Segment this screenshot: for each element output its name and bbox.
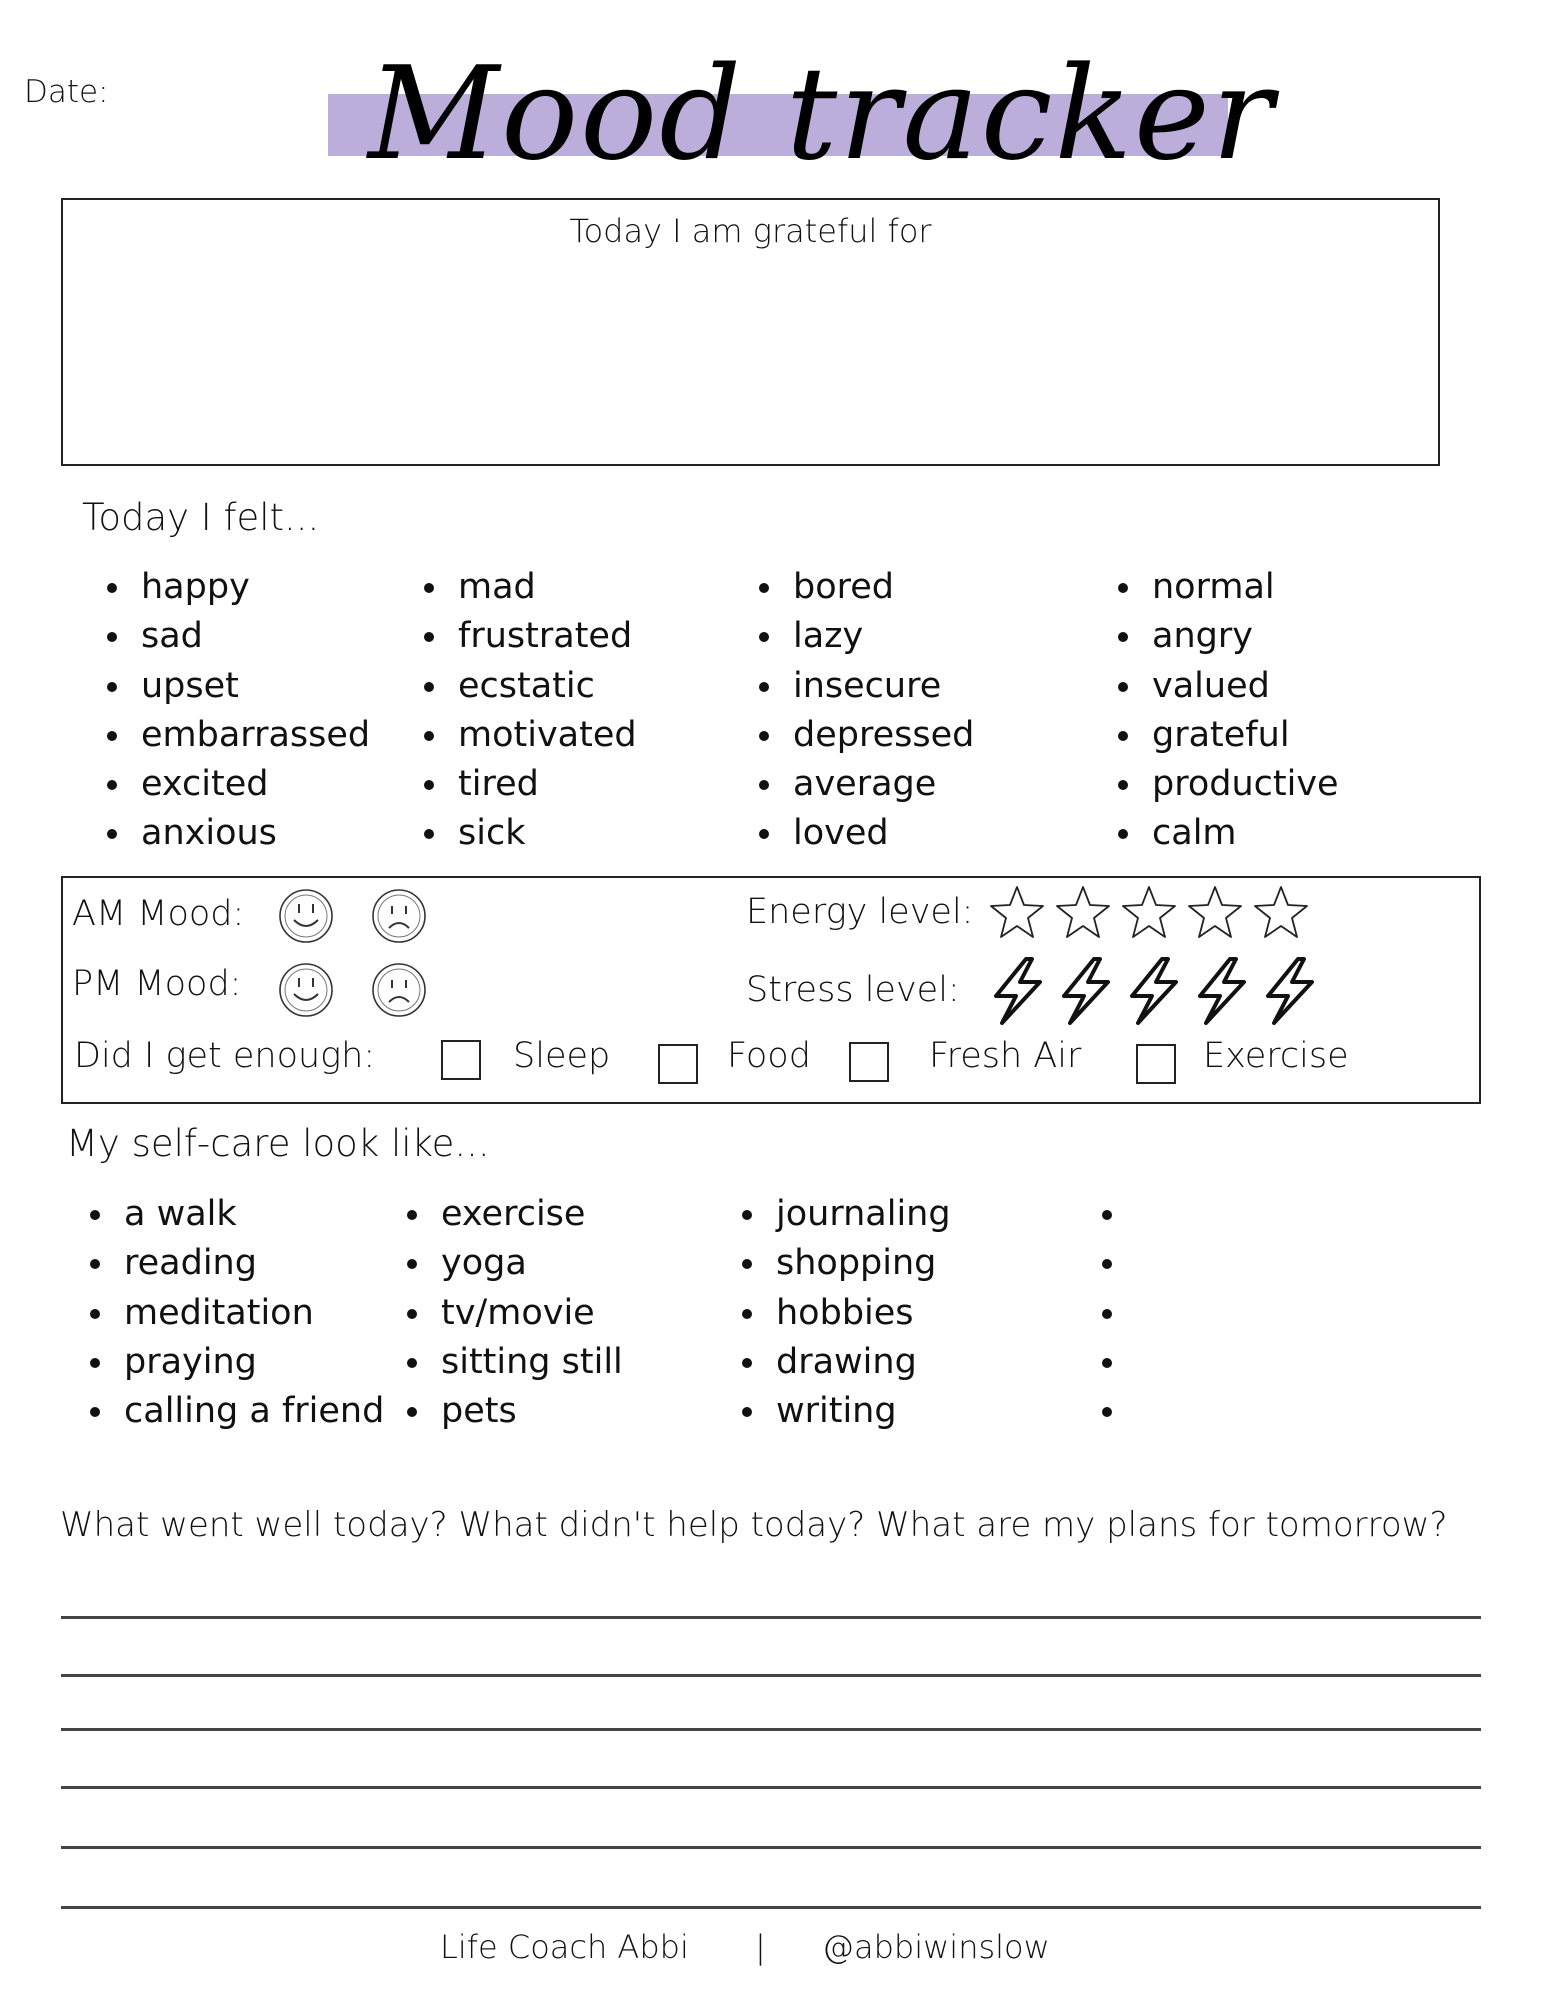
list-item: a walk xyxy=(88,1190,384,1239)
list-item: sad xyxy=(105,612,370,661)
list-item: exercise xyxy=(405,1190,623,1239)
felt-column-3 xyxy=(757,563,974,859)
list-item: lazy xyxy=(757,612,974,661)
list-item: angry xyxy=(1116,612,1339,661)
list-item: hobbies xyxy=(740,1289,951,1338)
exercise-checkbox[interactable] xyxy=(1136,1044,1176,1084)
list-item: embarrassed xyxy=(105,711,370,760)
list-item: sitting still xyxy=(405,1338,623,1387)
list-item: depressed xyxy=(757,711,974,760)
star-icon[interactable] xyxy=(1054,884,1112,942)
title-block xyxy=(328,40,1275,190)
list-item: sick xyxy=(422,809,637,858)
list-item: grateful xyxy=(1116,711,1339,760)
writing-line[interactable] xyxy=(61,1616,1481,1619)
list-item: praying xyxy=(88,1338,384,1387)
enough-label: Did I get enough: xyxy=(74,1036,376,1076)
list-item: productive xyxy=(1116,760,1339,809)
fresh-air-checkbox[interactable] xyxy=(849,1042,889,1082)
blank-list-item[interactable] xyxy=(1100,1190,1136,1239)
mood-box xyxy=(61,876,1481,1104)
lightning-bolt-icon[interactable] xyxy=(988,956,1048,1026)
list-item: tv/movie xyxy=(405,1289,623,1338)
writing-line[interactable] xyxy=(61,1846,1481,1849)
smiley-face-icon[interactable] xyxy=(278,888,334,944)
fresh-air-label: Fresh Air xyxy=(929,1036,1082,1076)
list-item: meditation xyxy=(88,1289,384,1338)
energy-level-label: Energy level: xyxy=(746,892,974,932)
list-item: average xyxy=(757,760,974,809)
list-item: mad xyxy=(422,563,637,612)
smiley-face-icon[interactable] xyxy=(278,962,334,1018)
page-title: Mood tracker xyxy=(368,40,1275,189)
list-item: upset xyxy=(105,662,370,711)
list-item: shopping xyxy=(740,1239,951,1288)
selfcare-column-2 xyxy=(405,1190,623,1436)
selfcare-column-4-blank[interactable] xyxy=(1100,1190,1136,1436)
felt-column-4 xyxy=(1116,563,1339,859)
exercise-label: Exercise xyxy=(1203,1036,1349,1076)
am-mood-label: AM Mood: xyxy=(72,894,245,934)
list-item: yoga xyxy=(405,1239,623,1288)
writing-line[interactable] xyxy=(61,1786,1481,1789)
writing-line[interactable] xyxy=(61,1728,1481,1731)
list-item: ecstatic xyxy=(422,662,637,711)
list-item: motivated xyxy=(422,711,637,760)
list-item: writing xyxy=(740,1387,951,1436)
lightning-bolt-icon[interactable] xyxy=(1260,956,1320,1026)
blank-list-item[interactable] xyxy=(1100,1387,1136,1436)
lightning-bolt-icon[interactable] xyxy=(1056,956,1116,1026)
food-label: Food xyxy=(727,1036,811,1076)
sleep-label: Sleep xyxy=(513,1036,611,1076)
writing-line[interactable] xyxy=(61,1906,1481,1909)
lightning-bolt-icon[interactable] xyxy=(1192,956,1252,1026)
writing-line[interactable] xyxy=(61,1674,1481,1677)
list-item: calling a friend xyxy=(88,1387,384,1436)
felt-column-2 xyxy=(422,563,637,859)
selfcare-heading: My self-care look like... xyxy=(66,1122,490,1165)
star-icon[interactable] xyxy=(1120,884,1178,942)
list-item: normal xyxy=(1116,563,1339,612)
list-item: reading xyxy=(88,1239,384,1288)
grateful-box[interactable] xyxy=(61,198,1440,466)
pm-mood-label: PM Mood: xyxy=(72,964,242,1004)
list-item: happy xyxy=(105,563,370,612)
star-icon[interactable] xyxy=(1252,884,1310,942)
energy-rating[interactable] xyxy=(988,884,1310,942)
food-checkbox[interactable] xyxy=(658,1044,698,1084)
reflection-question: What went well today? What didn't help today? What are my plans for tomorrow? xyxy=(60,1505,1448,1545)
stress-level-label: Stress level: xyxy=(746,970,960,1010)
list-item: bored xyxy=(757,563,974,612)
grateful-label: Today I am grateful for xyxy=(569,212,932,250)
star-icon[interactable] xyxy=(988,884,1046,942)
list-item: insecure xyxy=(757,662,974,711)
stress-rating[interactable] xyxy=(988,956,1320,1026)
selfcare-column-1 xyxy=(88,1190,384,1436)
felt-heading: Today I felt... xyxy=(82,496,320,539)
list-item: excited xyxy=(105,760,370,809)
date-label: Date: xyxy=(24,74,109,110)
lightning-bolt-icon[interactable] xyxy=(1124,956,1184,1026)
list-item: tired xyxy=(422,760,637,809)
selfcare-column-3 xyxy=(740,1190,951,1436)
sleep-checkbox[interactable] xyxy=(441,1040,481,1080)
list-item: drawing xyxy=(740,1338,951,1387)
blank-list-item[interactable] xyxy=(1100,1338,1136,1387)
list-item: frustrated xyxy=(422,612,637,661)
felt-column-1 xyxy=(105,563,370,859)
list-item: pets xyxy=(405,1387,623,1436)
blank-list-item[interactable] xyxy=(1100,1239,1136,1288)
star-icon[interactable] xyxy=(1186,884,1244,942)
footer-handle: @abbiwinslow xyxy=(822,1928,1050,1966)
list-item: valued xyxy=(1116,662,1339,711)
footer-author: Life Coach Abbi xyxy=(440,1928,689,1966)
list-item: loved xyxy=(757,809,974,858)
list-item: anxious xyxy=(105,809,370,858)
sad-face-icon[interactable] xyxy=(371,888,427,944)
blank-list-item[interactable] xyxy=(1100,1289,1136,1338)
sad-face-icon[interactable] xyxy=(371,962,427,1018)
list-item: journaling xyxy=(740,1190,951,1239)
list-item: calm xyxy=(1116,809,1339,858)
footer-separator: | xyxy=(755,1928,766,1966)
